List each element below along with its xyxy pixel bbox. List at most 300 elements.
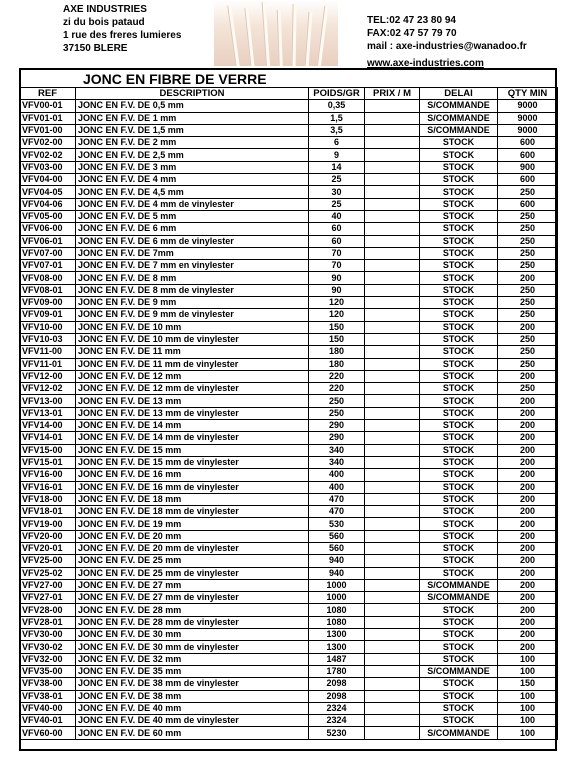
table-row (20, 715, 558, 727)
weight-cell: 120 (309, 309, 365, 321)
weight-cell: 25 (309, 198, 365, 210)
lead-time-cell: STOCK (420, 567, 498, 579)
lead-time-cell: STOCK (420, 383, 498, 395)
price-cell (365, 309, 420, 321)
description-cell: JONC EN F.V. DE 9 mm de vinylester (76, 309, 309, 321)
price-cell (365, 629, 420, 641)
lead-time-cell: STOCK (420, 272, 498, 284)
min-qty-cell: 100 (498, 727, 558, 739)
lead-time-cell: STOCK (420, 469, 498, 481)
weight-cell: 9 (309, 149, 365, 161)
min-qty-cell: 100 (498, 715, 558, 727)
min-qty-cell: 250 (498, 309, 558, 321)
min-qty-cell: 100 (498, 665, 558, 677)
description-cell: JONC EN F.V. DE 16 mm de vinylester (76, 481, 309, 493)
table-row (20, 161, 558, 173)
min-qty-cell: 900 (498, 161, 558, 173)
company-address-line1: zi du bois pataud (63, 17, 145, 28)
description-cell: JONC EN F.V. DE 6 mm (76, 223, 309, 235)
weight-cell: 30 (309, 186, 365, 198)
ref-cell: VFV40-00 (20, 702, 76, 714)
lead-time-cell: STOCK (420, 506, 498, 518)
ref-cell: VFV12-00 (20, 370, 76, 382)
weight-cell: 250 (309, 395, 365, 407)
lead-time-cell: STOCK (420, 641, 498, 653)
description-cell: JONC EN F.V. DE 32 mm (76, 653, 309, 665)
min-qty-cell: 250 (498, 346, 558, 358)
lead-time-cell: STOCK (420, 629, 498, 641)
table-row (20, 309, 558, 321)
price-cell (365, 702, 420, 714)
table-row (20, 678, 558, 690)
price-cell (365, 715, 420, 727)
ref-cell: VFV25-02 (20, 567, 76, 579)
description-cell: JONC EN F.V. DE 10 mm de vinylester (76, 333, 309, 345)
lead-time-cell: STOCK (420, 297, 498, 309)
price-cell (365, 641, 420, 653)
lead-time-cell: STOCK (420, 186, 498, 198)
price-cell (365, 469, 420, 481)
weight-cell: 1300 (309, 641, 365, 653)
column-header-min-qty: QTY MIN (498, 88, 558, 100)
min-qty-cell: 250 (498, 260, 558, 272)
email-address: mail : axe-industries@wanadoo.fr (367, 41, 527, 52)
ref-cell: VFV20-01 (20, 542, 76, 554)
ref-cell: VFV04-06 (20, 198, 76, 210)
table-row (20, 407, 558, 419)
lead-time-cell: STOCK (420, 715, 498, 727)
min-qty-cell: 200 (498, 493, 558, 505)
ref-cell: VFV25-00 (20, 555, 76, 567)
lead-time-cell: STOCK (420, 198, 498, 210)
ref-cell: VFV35-00 (20, 665, 76, 677)
lead-time-cell: STOCK (420, 309, 498, 321)
description-cell: JONC EN F.V. DE 1 mm (76, 112, 309, 124)
price-cell (365, 321, 420, 333)
min-qty-cell: 9000 (498, 124, 558, 136)
price-cell (365, 555, 420, 567)
fax-number: FAX:02 47 57 79 70 (367, 28, 457, 39)
description-cell: JONC EN F.V. DE 2 mm (76, 137, 309, 149)
price-cell (365, 223, 420, 235)
price-cell (365, 481, 420, 493)
lead-time-cell: STOCK (420, 444, 498, 456)
ref-cell: VFV60-00 (20, 727, 76, 739)
description-cell: JONC EN F.V. DE 28 mm (76, 604, 309, 616)
min-qty-cell: 250 (498, 210, 558, 222)
weight-cell: 180 (309, 358, 365, 370)
table-row (20, 432, 558, 444)
table-row (20, 333, 558, 345)
weight-cell: 560 (309, 530, 365, 542)
table-header-row (20, 88, 558, 100)
min-qty-cell: 250 (498, 358, 558, 370)
price-list-title: JONC EN FIBRE DE VERRE (83, 71, 267, 87)
price-cell (365, 124, 420, 136)
column-header-lead-time: DELAI (420, 88, 498, 100)
ref-cell: VFV04-00 (20, 174, 76, 186)
ref-cell: VFV15-00 (20, 444, 76, 456)
lead-time-cell: STOCK (420, 432, 498, 444)
weight-cell: 470 (309, 506, 365, 518)
min-qty-cell: 200 (498, 506, 558, 518)
price-cell (365, 112, 420, 124)
ref-cell: VFV07-00 (20, 247, 76, 259)
table-row (20, 395, 558, 407)
table-row (20, 260, 558, 272)
weight-cell: 14 (309, 161, 365, 173)
lead-time-cell: S/COMMANDE (420, 124, 498, 136)
description-cell: JONC EN F.V. DE 38 mm (76, 690, 309, 702)
table-row (20, 112, 558, 124)
ref-cell: VFV10-00 (20, 321, 76, 333)
min-qty-cell: 250 (498, 247, 558, 259)
weight-cell: 6 (309, 137, 365, 149)
table-row (20, 469, 558, 481)
lead-time-cell: STOCK (420, 604, 498, 616)
table-row (20, 653, 558, 665)
weight-cell: 220 (309, 370, 365, 382)
weight-cell: 400 (309, 469, 365, 481)
price-cell (365, 432, 420, 444)
lead-time-cell: STOCK (420, 542, 498, 554)
table-row (20, 223, 558, 235)
price-cell (365, 604, 420, 616)
table-row (20, 383, 558, 395)
weight-cell: 25 (309, 174, 365, 186)
table-row (20, 149, 558, 161)
table-row (20, 629, 558, 641)
min-qty-cell: 200 (498, 272, 558, 284)
min-qty-cell: 250 (498, 235, 558, 247)
ref-cell: VFV10-03 (20, 333, 76, 345)
weight-cell: 1000 (309, 579, 365, 591)
lead-time-cell: STOCK (420, 456, 498, 468)
min-qty-cell: 200 (498, 407, 558, 419)
description-cell: JONC EN F.V. DE 15 mm (76, 444, 309, 456)
description-cell: JONC EN F.V. DE 40 mm de vinylester (76, 715, 309, 727)
min-qty-cell: 100 (498, 653, 558, 665)
lead-time-cell: STOCK (420, 530, 498, 542)
ref-cell: VFV13-01 (20, 407, 76, 419)
lead-time-cell: STOCK (420, 370, 498, 382)
lead-time-cell: STOCK (420, 247, 498, 259)
min-qty-cell: 9000 (498, 100, 558, 112)
website-link[interactable]: www.axe-industries.com (367, 58, 484, 69)
company-name: AXE INDUSTRIES (63, 4, 147, 15)
lead-time-cell: S/COMMANDE (420, 727, 498, 739)
description-cell: JONC EN F.V. DE 16 mm (76, 469, 309, 481)
column-header-weight: POIDS/GR (309, 88, 365, 100)
table-row (20, 493, 558, 505)
weight-cell: 1,5 (309, 112, 365, 124)
description-cell: JONC EN F.V. DE 20 mm (76, 530, 309, 542)
table-row (20, 174, 558, 186)
table-row (20, 272, 558, 284)
description-cell: JONC EN F.V. DE 25 mm (76, 555, 309, 567)
ref-cell: VFV30-00 (20, 629, 76, 641)
price-cell (365, 567, 420, 579)
description-cell: JONC EN F.V. DE 30 mm de vinylester (76, 641, 309, 653)
ref-cell: VFV06-00 (20, 223, 76, 235)
description-cell: JONC EN F.V. DE 18 mm (76, 493, 309, 505)
min-qty-cell: 200 (498, 432, 558, 444)
lead-time-cell: STOCK (420, 690, 498, 702)
weight-cell: 60 (309, 223, 365, 235)
ref-cell: VFV14-01 (20, 432, 76, 444)
weight-cell: 70 (309, 247, 365, 259)
weight-cell: 0,35 (309, 100, 365, 112)
weight-cell: 1487 (309, 653, 365, 665)
min-qty-cell: 250 (498, 284, 558, 296)
min-qty-cell: 200 (498, 530, 558, 542)
company-address-line2: 1 rue des freres lumieres (63, 30, 182, 41)
lead-time-cell: S/COMMANDE (420, 112, 498, 124)
weight-cell: 2098 (309, 678, 365, 690)
lead-time-cell: S/COMMANDE (420, 665, 498, 677)
lead-time-cell: STOCK (420, 616, 498, 628)
price-cell (365, 161, 420, 173)
ref-cell: VFV11-00 (20, 346, 76, 358)
weight-cell: 1080 (309, 604, 365, 616)
table-row (20, 186, 558, 198)
table-row (20, 641, 558, 653)
table-row (20, 321, 558, 333)
lead-time-cell: S/COMMANDE (420, 579, 498, 591)
price-cell (365, 407, 420, 419)
weight-cell: 2324 (309, 715, 365, 727)
weight-cell: 940 (309, 567, 365, 579)
ref-cell: VFV32-00 (20, 653, 76, 665)
weight-cell: 1300 (309, 629, 365, 641)
ref-cell: VFV08-00 (20, 272, 76, 284)
description-cell: JONC EN F.V. DE 10 mm (76, 321, 309, 333)
table-row (20, 137, 558, 149)
lead-time-cell: STOCK (420, 358, 498, 370)
ref-cell: VFV28-01 (20, 616, 76, 628)
description-cell: JONC EN F.V. DE 19 mm (76, 518, 309, 530)
price-cell (365, 653, 420, 665)
table-row (20, 420, 558, 432)
price-cell (365, 297, 420, 309)
table-row (20, 518, 558, 530)
price-cell (365, 100, 420, 112)
price-cell (365, 333, 420, 345)
ref-cell: VFV27-01 (20, 592, 76, 604)
weight-cell: 150 (309, 321, 365, 333)
description-cell: JONC EN F.V. DE 27 mm (76, 579, 309, 591)
description-cell: JONC EN F.V. DE 15 mm de vinylester (76, 456, 309, 468)
description-cell: JONC EN F.V. DE 7mm (76, 247, 309, 259)
lead-time-cell: STOCK (420, 223, 498, 235)
min-qty-cell: 200 (498, 579, 558, 591)
min-qty-cell: 200 (498, 456, 558, 468)
price-cell (365, 579, 420, 591)
table-row (20, 198, 558, 210)
min-qty-cell: 250 (498, 297, 558, 309)
product-table (19, 87, 558, 740)
table-row (20, 542, 558, 554)
lead-time-cell: STOCK (420, 481, 498, 493)
table-row (20, 444, 558, 456)
ref-cell: VFV27-00 (20, 579, 76, 591)
min-qty-cell: 200 (498, 321, 558, 333)
lead-time-cell: STOCK (420, 321, 498, 333)
price-cell (365, 665, 420, 677)
lead-time-cell: STOCK (420, 346, 498, 358)
weight-cell: 90 (309, 284, 365, 296)
description-cell: JONC EN F.V. DE 6 mm de vinylester (76, 235, 309, 247)
price-cell (365, 370, 420, 382)
lead-time-cell: STOCK (420, 174, 498, 186)
table-row (20, 567, 558, 579)
lead-time-cell: STOCK (420, 407, 498, 419)
lead-time-cell: STOCK (420, 284, 498, 296)
ref-cell: VFV18-01 (20, 506, 76, 518)
price-cell (365, 260, 420, 272)
weight-cell: 60 (309, 235, 365, 247)
description-cell: JONC EN F.V. DE 28 mm de vinylester (76, 616, 309, 628)
description-cell: JONC EN F.V. DE 7 mm en vinylester (76, 260, 309, 272)
price-cell (365, 198, 420, 210)
min-qty-cell: 200 (498, 616, 558, 628)
table-row (20, 284, 558, 296)
lead-time-cell: STOCK (420, 395, 498, 407)
description-cell: JONC EN F.V. DE 5 mm (76, 210, 309, 222)
price-cell (365, 506, 420, 518)
weight-cell: 400 (309, 481, 365, 493)
min-qty-cell: 200 (498, 641, 558, 653)
description-cell: JONC EN F.V. DE 12 mm (76, 370, 309, 382)
min-qty-cell: 200 (498, 370, 558, 382)
ref-cell: VFV13-00 (20, 395, 76, 407)
table-row (20, 555, 558, 567)
min-qty-cell: 100 (498, 690, 558, 702)
column-header-description: DESCRIPTION (76, 88, 309, 100)
weight-cell: 90 (309, 272, 365, 284)
min-qty-cell: 200 (498, 518, 558, 530)
lead-time-cell: STOCK (420, 235, 498, 247)
table-row (20, 604, 558, 616)
lead-time-cell: STOCK (420, 161, 498, 173)
lead-time-cell: STOCK (420, 493, 498, 505)
table-row (20, 456, 558, 468)
weight-cell: 250 (309, 407, 365, 419)
description-cell: JONC EN F.V. DE 30 mm (76, 629, 309, 641)
ref-cell: VFV03-00 (20, 161, 76, 173)
ref-cell: VFV01-01 (20, 112, 76, 124)
weight-cell: 1780 (309, 665, 365, 677)
description-cell: JONC EN F.V. DE 40 mm (76, 702, 309, 714)
min-qty-cell: 250 (498, 223, 558, 235)
ref-cell: VFV08-01 (20, 284, 76, 296)
table-row (20, 592, 558, 604)
description-cell: JONC EN F.V. DE 14 mm (76, 420, 309, 432)
weight-cell: 470 (309, 493, 365, 505)
min-qty-cell: 150 (498, 678, 558, 690)
weight-cell: 2324 (309, 702, 365, 714)
description-cell: JONC EN F.V. DE 27 mm de vinylester (76, 592, 309, 604)
price-cell (365, 530, 420, 542)
description-cell: JONC EN F.V. DE 38 mm de vinylester (76, 678, 309, 690)
min-qty-cell: 600 (498, 149, 558, 161)
min-qty-cell: 250 (498, 186, 558, 198)
min-qty-cell: 200 (498, 555, 558, 567)
description-cell: JONC EN F.V. DE 13 mm (76, 395, 309, 407)
weight-cell: 40 (309, 210, 365, 222)
table-row (20, 616, 558, 628)
table-row (20, 100, 558, 112)
table-row (20, 727, 558, 739)
min-qty-cell: 200 (498, 420, 558, 432)
ref-cell: VFV11-01 (20, 358, 76, 370)
ref-cell: VFV02-02 (20, 149, 76, 161)
ref-cell: VFV18-00 (20, 493, 76, 505)
ref-cell: VFV02-00 (20, 137, 76, 149)
description-cell: JONC EN F.V. DE 0,5 mm (76, 100, 309, 112)
weight-cell: 940 (309, 555, 365, 567)
lead-time-cell: STOCK (420, 653, 498, 665)
ref-cell: VFV20-00 (20, 530, 76, 542)
description-cell: JONC EN F.V. DE 20 mm de vinylester (76, 542, 309, 554)
table-row (20, 210, 558, 222)
min-qty-cell: 200 (498, 629, 558, 641)
lead-time-cell: S/COMMANDE (420, 592, 498, 604)
ref-cell: VFV16-01 (20, 481, 76, 493)
weight-cell: 340 (309, 444, 365, 456)
price-cell (365, 346, 420, 358)
description-cell: JONC EN F.V. DE 60 mm (76, 727, 309, 739)
description-cell: JONC EN F.V. DE 11 mm (76, 346, 309, 358)
description-cell: JONC EN F.V. DE 8 mm (76, 272, 309, 284)
lead-time-cell: STOCK (420, 260, 498, 272)
min-qty-cell: 200 (498, 592, 558, 604)
ref-cell: VFV38-00 (20, 678, 76, 690)
lead-time-cell: STOCK (420, 210, 498, 222)
column-header-ref: REF (20, 88, 76, 100)
ref-cell: VFV00-01 (20, 100, 76, 112)
price-cell (365, 727, 420, 739)
price-cell (365, 456, 420, 468)
ref-cell: VFV19-00 (20, 518, 76, 530)
ref-cell: VFV15-01 (20, 456, 76, 468)
min-qty-cell: 9000 (498, 112, 558, 124)
price-cell (365, 272, 420, 284)
price-cell (365, 235, 420, 247)
description-cell: JONC EN F.V. DE 25 mm de vinylester (76, 567, 309, 579)
lead-time-cell: STOCK (420, 420, 498, 432)
weight-cell: 560 (309, 542, 365, 554)
price-cell (365, 518, 420, 530)
lead-time-cell: S/COMMANDE (420, 100, 498, 112)
column-header-price: PRIX / M (365, 88, 420, 100)
ref-cell: VFV38-01 (20, 690, 76, 702)
company-block (63, 3, 181, 55)
price-cell (365, 678, 420, 690)
ref-cell: VFV09-00 (20, 297, 76, 309)
table-row (20, 690, 558, 702)
price-cell (365, 186, 420, 198)
phone-number: TEL:02 47 23 80 94 (367, 15, 456, 26)
table-row (20, 665, 558, 677)
contact-block (367, 14, 527, 53)
weight-cell: 180 (309, 346, 365, 358)
ref-cell: VFV12-02 (20, 383, 76, 395)
table-row (20, 247, 558, 259)
weight-cell: 150 (309, 333, 365, 345)
price-cell (365, 247, 420, 259)
min-qty-cell: 250 (498, 333, 558, 345)
